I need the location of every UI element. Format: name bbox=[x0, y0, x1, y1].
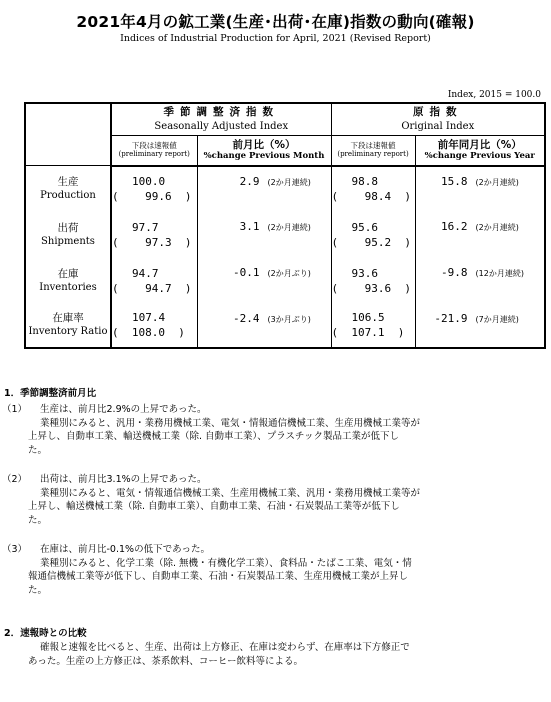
index-base-note: Index, 2015 = 100.0 bbox=[447, 90, 541, 100]
mom-value: -2.4 bbox=[233, 311, 260, 325]
item-2-line-2: 上昇し、輸送機械工業（除. 自動車工業）、自動車工業、石油・石炭製品工業等が低下し bbox=[28, 501, 400, 512]
orig-prelim-value: ( 98.4 ) bbox=[331, 190, 411, 203]
sa-prelim-note-en: (preliminary report) bbox=[118, 150, 190, 159]
row-label-en: Production bbox=[40, 189, 96, 201]
yoy-note: (2か月連続) bbox=[475, 222, 519, 232]
corner-cell bbox=[25, 103, 111, 166]
section-2-line-2: あった。生産の上方修正は、茶系飲料、コーヒー飲料等による。 bbox=[28, 655, 304, 667]
item-1-line-3: た。 bbox=[28, 444, 48, 456]
index-table bbox=[24, 102, 546, 349]
orig-value: 93.6 bbox=[351, 266, 379, 280]
mom-header-en: %change Previous Month bbox=[203, 150, 325, 161]
sa-prelim-value: ( 99.6 ) bbox=[112, 190, 192, 203]
sa-prelim-value: ( 97.3 ) bbox=[112, 235, 192, 249]
item-3-lead: 在庫は、前月比-0.1%の低下であった。 bbox=[40, 544, 210, 555]
orig-prelim-value: ( 93.6 ) bbox=[331, 281, 411, 295]
sa-value: 100.0 bbox=[132, 175, 166, 188]
mom-header-jp: 前月比（%） bbox=[232, 138, 296, 151]
table-row-inventory-ratio bbox=[25, 304, 545, 348]
yoy-header-en: %change Previous Year bbox=[424, 150, 535, 161]
item-3-line-3: た。 bbox=[28, 584, 48, 596]
item-1-number: （1） bbox=[2, 404, 28, 415]
yoy-value: -9.8 bbox=[441, 265, 468, 279]
sa-value: 94.7 bbox=[132, 266, 159, 280]
item-1-line-1: 業種別にみると、汎用・業務用機械工業、電気・情報通信機械工業、生産用機械工業等が bbox=[40, 417, 421, 429]
sa-prelim-value: ( 94.7 ) bbox=[112, 281, 192, 295]
sa-value: 107.4 bbox=[132, 311, 166, 324]
item-1-lead: 生産は、前月比2.9%の上昇であった。 bbox=[40, 404, 207, 415]
yoy-note: (12か月連続) bbox=[475, 268, 524, 278]
yoy-header-jp: 前年同月比（%） bbox=[437, 138, 522, 151]
sa-header-en: Seasonally Adjusted Index bbox=[154, 121, 289, 132]
orig-value: 95.6 bbox=[351, 220, 379, 234]
item-3-line-1: 業種別にみると、化学工業（除. 無機・有機化学工業）、食料品・たばこ工業、電気・情 bbox=[40, 557, 412, 569]
item-2-lead: 出荷は、前月比3.1%の上昇であった。 bbox=[40, 474, 207, 485]
item-2-line-3: た。 bbox=[28, 514, 48, 526]
orig-value: 106.5 bbox=[351, 311, 385, 324]
orig-header-jp: 原指数 bbox=[413, 106, 463, 118]
yoy-value: -21.9 bbox=[434, 311, 468, 325]
table-row-shipments bbox=[25, 212, 545, 258]
row-label-jp: 在庫 bbox=[57, 267, 79, 280]
page-title: 2021年4月の鉱工業(生産･出荷･在庫)指数の動向(確報) bbox=[76, 13, 475, 31]
orig-prelim-value: ( 95.2 ) bbox=[331, 235, 411, 249]
mom-note: (2か月ぶり) bbox=[267, 268, 311, 278]
item-2-line-1: 業種別にみると、電気・情報通信機械工業、生産用機械工業、汎用・業務用機械工業等が bbox=[40, 487, 421, 499]
item-2-number: （2） bbox=[2, 474, 28, 485]
row-label-en: Inventory Ratio bbox=[28, 326, 108, 337]
table-row-production bbox=[25, 166, 545, 212]
row-label-jp: 出荷 bbox=[57, 221, 79, 234]
yoy-value: 16.2 bbox=[441, 219, 468, 233]
sa-value: 97.7 bbox=[132, 220, 159, 234]
mom-note: (3か月ぶり) bbox=[267, 314, 311, 324]
row-label-en: Shipments bbox=[41, 235, 95, 247]
mom-value: -0.1 bbox=[233, 265, 260, 279]
item-3-line-2: 報通信機械工業等が低下し、自動車工業、石油・石炭製品工業、生産用機械工業が上昇し bbox=[28, 571, 409, 582]
item-3-number: （3） bbox=[2, 544, 28, 555]
section-2-line-1: 確報と速報を比べると、生産、出荷は上方修正、在庫は変わらず、在庫率は下方修正で bbox=[40, 642, 410, 653]
mom-value: 2.9 bbox=[239, 174, 260, 188]
section-2-heading: 2．速報時との比較 bbox=[4, 628, 87, 639]
orig-prelim-note-jp: 下段は速報値 bbox=[350, 141, 396, 151]
page-subtitle: Indices of Industrial Production for April, 2021 (Revised Report) bbox=[120, 33, 431, 44]
row-label-en: Inventories bbox=[39, 281, 97, 293]
mom-note: (2か月連続) bbox=[267, 177, 311, 187]
mom-note: (2か月連続) bbox=[267, 222, 311, 232]
yoy-note: (2か月連続) bbox=[475, 177, 519, 187]
sa-prelim-note-jp: 下段は速報値 bbox=[131, 141, 177, 151]
row-label-jp: 生産 bbox=[57, 175, 79, 188]
table-row-inventories bbox=[25, 258, 545, 304]
sa-prelim-value: ( 108.0 ) bbox=[112, 326, 185, 339]
orig-header-en: Original Index bbox=[401, 121, 475, 132]
mom-value: 3.1 bbox=[239, 219, 260, 233]
orig-prelim-value: ( 107.1 ) bbox=[331, 326, 405, 339]
orig-value: 98.8 bbox=[351, 175, 379, 188]
section-1-heading: 1．季節調整済前月比 bbox=[4, 388, 97, 399]
item-1-line-2: 上昇し、自動車工業、輸送機械工業（除. 自動車工業）、プラスチック製品工業が低下し bbox=[28, 431, 400, 442]
orig-prelim-note-en: (preliminary report) bbox=[337, 150, 409, 159]
yoy-value: 15.8 bbox=[441, 174, 468, 188]
sa-header-jp: 季節調整済指数 bbox=[163, 106, 279, 118]
row-label-jp: 在庫率 bbox=[52, 312, 84, 324]
yoy-note: (7か月連続) bbox=[475, 314, 519, 324]
